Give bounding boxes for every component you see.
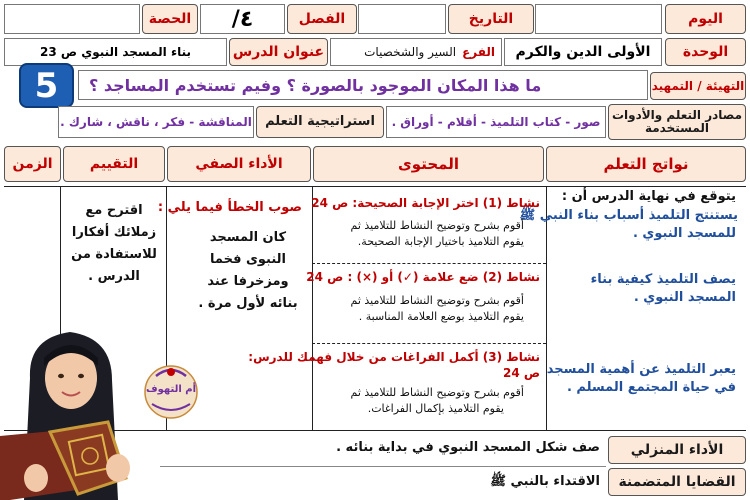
date-label: التاريخ	[448, 4, 534, 34]
day-value	[535, 4, 662, 34]
content-row-divider-2	[312, 343, 546, 344]
resources-value: صور - كتاب التلميذ - أقلام - أوراق .	[391, 115, 601, 129]
class-perf-line-1: كان المسجد	[209, 230, 287, 245]
col-header-content: المحتوى	[313, 146, 544, 182]
outcome-1-line-1: يستنتج التلميذ أسباب بناء النبي ﷺ	[519, 208, 738, 223]
intro-text-box	[78, 70, 648, 100]
unit-label: الوحدة	[665, 38, 746, 66]
outcomes-intro: يتوقع في نهاية الدرس أن :	[561, 189, 736, 204]
strategy-value-box	[58, 106, 254, 138]
col-header-assessment: التقييم	[63, 146, 165, 182]
period-label: الحصة	[142, 4, 198, 34]
lesson-title-label: عنوان الدرس	[229, 38, 328, 66]
girl-reading-quran-illustration	[0, 318, 150, 500]
class-perf-line-3: ومزخرفا عند	[207, 274, 289, 289]
activity-2-title: نشاط (2) ضع علامة (✓) أو (×) : ص 24	[306, 270, 540, 284]
grade-badge-number: 5	[34, 65, 59, 106]
outcome-3-line-1: يعبر التلميذ عن أهمية المسجد	[546, 362, 736, 377]
class-perf-line-2: النبوى فخما	[209, 252, 287, 267]
date-value	[358, 4, 446, 34]
resources-label: مصادر التعلم والأدوات المستخدمة	[608, 104, 746, 140]
intro-text: ما هذا المكان الموجود بالصورة ؟ وفيم تستخدم المساجد ؟	[89, 75, 542, 95]
issues-label: القضايا المتضمنة	[608, 468, 746, 496]
day-label: اليوم	[665, 4, 746, 34]
activity-2-body-2: يقوم التلاميذ بوضع العلامة المناسبة .	[358, 310, 524, 323]
outcome-3-line-2: في حياة المجتمع المسلم .	[566, 380, 736, 395]
assessment-line-2: زملائك أفكارا	[71, 225, 157, 240]
body-top-line	[4, 186, 746, 187]
strategy-value: المناقشة - فكر ، ناقش ، شارك .	[60, 115, 252, 129]
strategy-label: استراتيجية التعلم	[256, 106, 384, 138]
activity-3-title: نشاط (3) أكمل الفراغات من خلال فهمك للدرس:	[248, 350, 540, 364]
branch-field	[330, 38, 502, 66]
issues-value: الاقتداء بالنبي ﷺ	[490, 474, 600, 489]
logo-text: أم التهوف	[146, 384, 196, 395]
content-row-divider-1	[312, 263, 546, 264]
outcome-2-line-2: المسجد النبوي .	[633, 290, 736, 305]
activity-3-body-1: أقوم بشرح وتوضيح النشاط للتلاميذ ثم	[350, 386, 524, 399]
outcome-1-line-2: للمسجد النبوي .	[632, 226, 736, 241]
activity-2-body-1: أقوم بشرح وتوضيح النشاط للتلاميذ ثم	[350, 294, 524, 307]
activity-1-body-1: أقوم بشرح وتوضيح النشاط للتلاميذ ثم	[350, 219, 524, 232]
period-value	[4, 4, 140, 34]
class-value: ٤/	[200, 4, 285, 34]
col-header-time: الزمن	[4, 146, 61, 182]
homework-label: الأداء المنزلي	[608, 436, 746, 464]
col-header-outcomes: نواتج التعلم	[546, 146, 746, 182]
resources-value-box	[386, 106, 606, 138]
homework-value: صف شكل المسجد النبوي في بداية بنائه .	[336, 440, 600, 455]
class-perf-line-4: بنائه لأول مرة .	[198, 296, 298, 311]
lesson-title-value: بناء المسجد النبوي ص 23	[4, 38, 227, 66]
col-divider-content	[312, 186, 313, 430]
assessment-line-3: للاستفادة من	[71, 247, 157, 262]
activity-3-body-2: يقوم التلاميذ بإكمال الفراغات.	[367, 402, 504, 415]
activity-1-body-2: يقوم التلاميذ باختيار الإجابة الصحيحة.	[357, 235, 524, 248]
unit-value: الأولى الدين والكرم	[504, 38, 662, 66]
activity-1-title: نشاط (1) اختر الإجابة الصحيحة: ص 24	[311, 196, 540, 210]
outcome-2-line-1: يصف التلميذ كيفية بناء	[590, 272, 736, 287]
assessment-line-1: اقترح مع	[85, 203, 143, 218]
col-header-class-perf: الأداء الصفي	[167, 146, 311, 182]
grade-badge	[19, 63, 74, 108]
intro-label: التهيئة / التمهيد	[650, 72, 746, 100]
branch-label: الفرع	[462, 45, 495, 59]
branch-value: السير والشخصيات	[364, 45, 457, 59]
class-perf-title: صوب الخطأ فيما يلي :	[157, 200, 302, 215]
homework-underline	[160, 466, 606, 467]
assessment-line-4: الدرس .	[88, 269, 140, 284]
class-label: الفصل	[287, 4, 357, 34]
activity-3-page: ص 24	[502, 366, 540, 380]
